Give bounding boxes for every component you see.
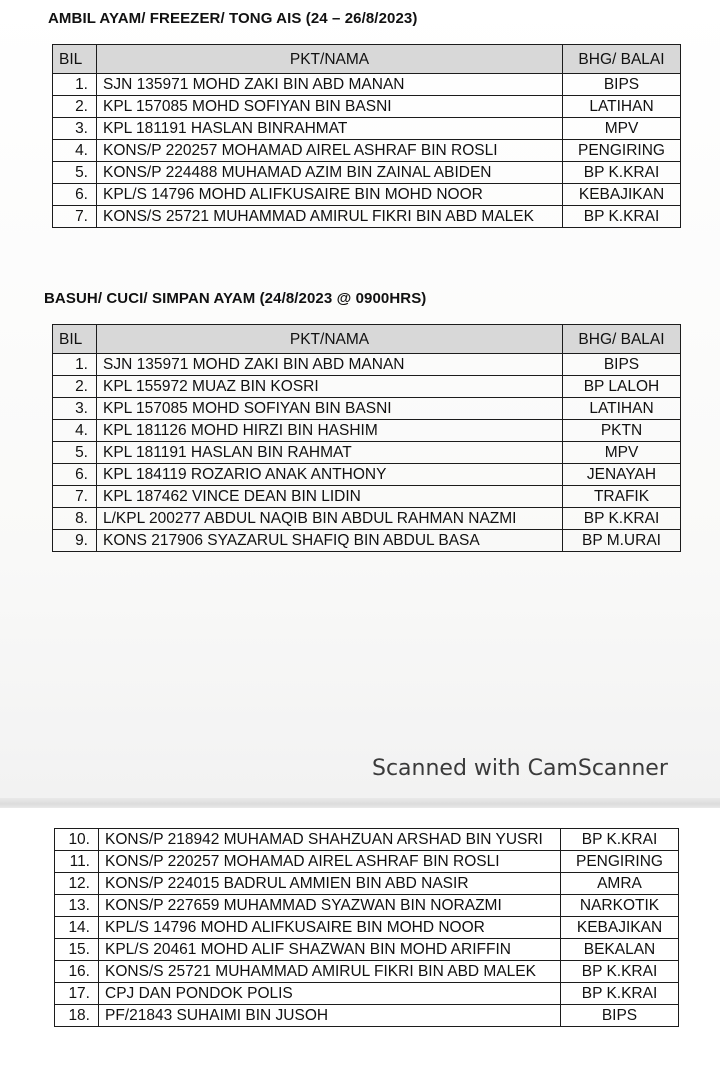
- row-name: KPL 181126 MOHD HIRZI BIN HASHIM: [97, 420, 563, 442]
- row-number: 12.: [55, 873, 99, 895]
- row-name: CPJ DAN PONDOK POLIS: [99, 983, 561, 1005]
- row-name: KONS/S 25721 MUHAMMAD AMIRUL FIKRI BIN ABD MALEK: [99, 961, 561, 983]
- row-name: KPL 181191 HASLAN BIN RAHMAT: [97, 442, 563, 464]
- table-row: [55, 961, 679, 983]
- table-row: [53, 442, 681, 464]
- row-unit: PENGIRING: [563, 140, 681, 162]
- row-name: KPL 181191 HASLAN BINRAHMAT: [97, 118, 563, 140]
- row-name: KONS/P 220257 MOHAMAD AIREL ASHRAF BIN ROSLI: [97, 140, 563, 162]
- row-unit: TRAFIK: [563, 486, 681, 508]
- row-number: 17.: [55, 983, 99, 1005]
- row-number: 4.: [53, 140, 97, 162]
- header-nama: PKT/NAMA: [97, 325, 563, 354]
- table-row: [53, 464, 681, 486]
- header-bil: BIL: [53, 45, 97, 74]
- table-row: [53, 96, 681, 118]
- table-row: [55, 939, 679, 961]
- row-number: 18.: [55, 1005, 99, 1027]
- row-unit: LATIHAN: [563, 398, 681, 420]
- row-number: 2.: [53, 376, 97, 398]
- row-name: KPL 157085 MOHD SOFIYAN BIN BASNI: [97, 96, 563, 118]
- row-name: KPL/S 14796 MOHD ALIFKUSAIRE BIN MOHD NOOR: [99, 917, 561, 939]
- header-nama: PKT/NAMA: [97, 45, 563, 74]
- table-row: [55, 851, 679, 873]
- row-unit: BP K.KRAI: [561, 961, 679, 983]
- row-unit: BIPS: [563, 74, 681, 96]
- row-name: KPL 184119 ROZARIO ANAK ANTHONY: [97, 464, 563, 486]
- row-unit: AMRA: [561, 873, 679, 895]
- row-unit: BP M.URAI: [563, 530, 681, 552]
- table-row: [53, 398, 681, 420]
- table-row: [55, 983, 679, 1005]
- row-name: SJN 135971 MOHD ZAKI BIN ABD MANAN: [97, 354, 563, 376]
- row-number: 16.: [55, 961, 99, 983]
- row-unit: BIPS: [561, 1005, 679, 1027]
- row-number: 15.: [55, 939, 99, 961]
- row-name: KPL/S 20461 MOHD ALIF SHAZWAN BIN MOHD ARIFFIN: [99, 939, 561, 961]
- row-number: 1.: [53, 74, 97, 96]
- row-unit: LATIHAN: [563, 96, 681, 118]
- row-unit: PENGIRING: [561, 851, 679, 873]
- row-number: 9.: [53, 530, 97, 552]
- table-header-row: [53, 325, 681, 354]
- row-number: 13.: [55, 895, 99, 917]
- row-number: 14.: [55, 917, 99, 939]
- row-name: KONS/P 224015 BADRUL AMMIEN BIN ABD NASIR: [99, 873, 561, 895]
- row-name: KPL/S 14796 MOHD ALIFKUSAIRE BIN MOHD NOOR: [97, 184, 563, 206]
- row-number: 8.: [53, 508, 97, 530]
- table-row: [53, 118, 681, 140]
- header-bhg: BHG/ BALAI: [563, 45, 681, 74]
- row-unit: JENAYAH: [563, 464, 681, 486]
- section1-title: AMBIL AYAM/ FREEZER/ TONG AIS (24 – 26/8/2023): [48, 10, 418, 27]
- row-name: KONS/P 220257 MOHAMAD AIREL ASHRAF BIN ROSLI: [99, 851, 561, 873]
- row-name: PF/21843 SUHAIMI BIN JUSOH: [99, 1005, 561, 1027]
- row-unit: BP K.KRAI: [563, 508, 681, 530]
- row-number: 7.: [53, 486, 97, 508]
- row-number: 11.: [55, 851, 99, 873]
- table-row: [53, 376, 681, 398]
- row-unit: KEBAJIKAN: [563, 184, 681, 206]
- table-row: [55, 1005, 679, 1027]
- table-row: [55, 873, 679, 895]
- row-number: 5.: [53, 162, 97, 184]
- row-name: KONS/P 227659 MUHAMMAD SYAZWAN BIN NORAZMI: [99, 895, 561, 917]
- header-bhg: BHG/ BALAI: [563, 325, 681, 354]
- table-header-row: [53, 45, 681, 74]
- row-unit: KEBAJIKAN: [561, 917, 679, 939]
- row-number: 4.: [53, 420, 97, 442]
- section1-table: [52, 44, 681, 228]
- table-row: [55, 895, 679, 917]
- row-number: 1.: [53, 354, 97, 376]
- section2-continued-table: [54, 828, 679, 1027]
- scanned-page-2: [0, 808, 720, 1088]
- row-number: 6.: [53, 184, 97, 206]
- table-row: [53, 74, 681, 96]
- row-name: KONS/P 218942 MUHAMAD SHAHZUAN ARSHAD BIN YUSRI: [99, 829, 561, 851]
- row-number: 6.: [53, 464, 97, 486]
- row-name: KPL 157085 MOHD SOFIYAN BIN BASNI: [97, 398, 563, 420]
- section2-title: BASUH/ CUCI/ SIMPAN AYAM (24/8/2023 @ 0900HRS): [44, 290, 427, 307]
- row-name: KONS/S 25721 MUHAMMAD AMIRUL FIKRI BIN ABD MALEK: [97, 206, 563, 228]
- row-unit: BP K.KRAI: [561, 829, 679, 851]
- row-unit: BP K.KRAI: [563, 206, 681, 228]
- table-row: [53, 354, 681, 376]
- table-row: [53, 184, 681, 206]
- row-unit: PKTN: [563, 420, 681, 442]
- row-number: 3.: [53, 398, 97, 420]
- row-unit: BEKALAN: [561, 939, 679, 961]
- header-bil: BIL: [53, 325, 97, 354]
- row-name: KONS/P 224488 MUHAMAD AZIM BIN ZAINAL ABIDEN: [97, 162, 563, 184]
- section2-table: [52, 324, 681, 552]
- row-name: KPL 155972 MUAZ BIN KOSRI: [97, 376, 563, 398]
- table-row: [53, 486, 681, 508]
- table-row: [53, 162, 681, 184]
- row-unit: BIPS: [563, 354, 681, 376]
- row-name: KPL 187462 VINCE DEAN BIN LIDIN: [97, 486, 563, 508]
- camscanner-watermark: Scanned with CamScanner: [372, 756, 668, 781]
- row-number: 5.: [53, 442, 97, 464]
- row-unit: BP K.KRAI: [561, 983, 679, 1005]
- row-unit: BP LALOH: [563, 376, 681, 398]
- row-unit: MPV: [563, 442, 681, 464]
- table-row: [53, 508, 681, 530]
- row-number: 2.: [53, 96, 97, 118]
- table-row: [55, 917, 679, 939]
- row-number: 7.: [53, 206, 97, 228]
- table-row: [53, 206, 681, 228]
- row-unit: MPV: [563, 118, 681, 140]
- table-row: [55, 829, 679, 851]
- row-name: KONS 217906 SYAZARUL SHAFIQ BIN ABDUL BASA: [97, 530, 563, 552]
- row-name: L/KPL 200277 ABDUL NAQIB BIN ABDUL RAHMAN NAZMI: [97, 508, 563, 530]
- table-row: [53, 530, 681, 552]
- row-number: 10.: [55, 829, 99, 851]
- row-name: SJN 135971 MOHD ZAKI BIN ABD MANAN: [97, 74, 563, 96]
- table-row: [53, 420, 681, 442]
- row-number: 3.: [53, 118, 97, 140]
- table-row: [53, 140, 681, 162]
- row-unit: NARKOTIK: [561, 895, 679, 917]
- row-unit: BP K.KRAI: [563, 162, 681, 184]
